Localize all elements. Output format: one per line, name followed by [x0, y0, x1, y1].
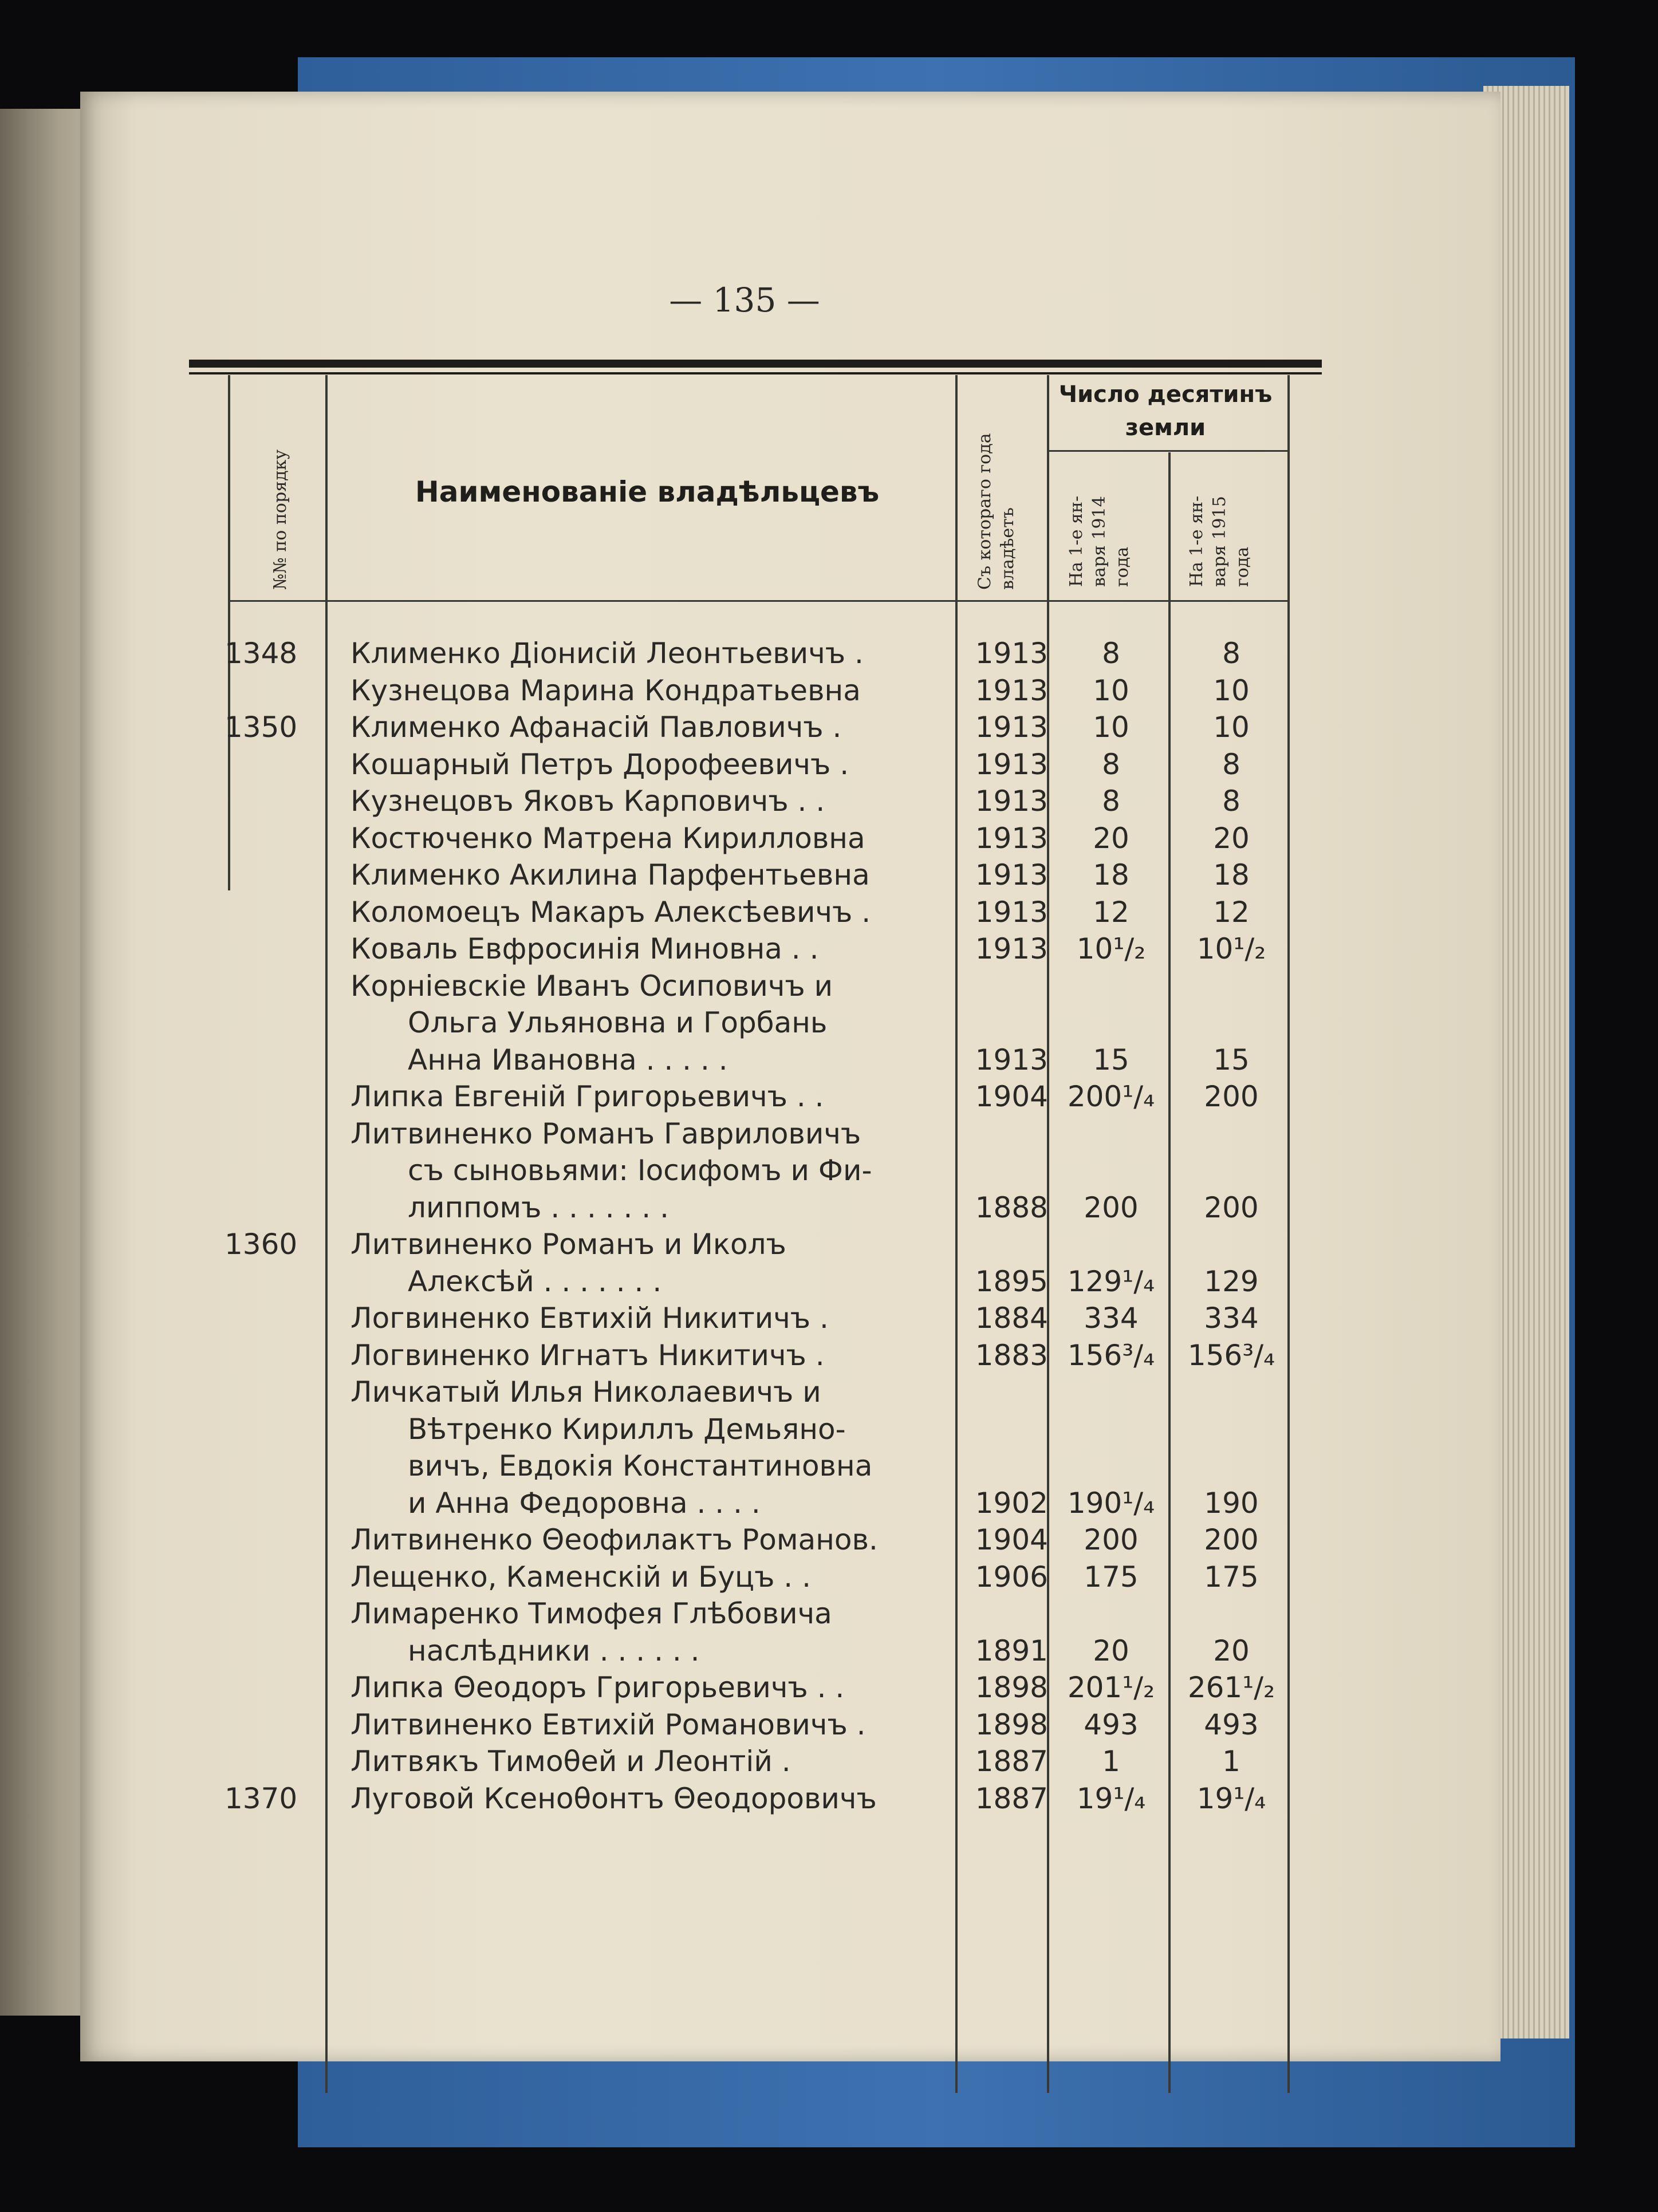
header-row-number: [269, 450, 292, 590]
header-1914-line3: года: [1112, 546, 1132, 587]
land-1915: 334: [1204, 1302, 1259, 1335]
land-1914: 200¹/₄: [1067, 1080, 1155, 1113]
land-1914: 129¹/₄: [1067, 1264, 1155, 1298]
owner-name: Клименко Афанасій Павловичъ .: [350, 711, 842, 744]
land-1914: 1: [1102, 1745, 1120, 1778]
row-number: 1350: [225, 711, 298, 744]
header-1915-line3: года: [1232, 546, 1253, 587]
header-year-line1: Съ котораго года: [975, 433, 995, 590]
owner-name: Лещенко, Каменскій и Буцъ . .: [350, 1560, 811, 1594]
row-number: 1348: [225, 637, 298, 670]
year-owned: 1906: [975, 1560, 1048, 1594]
land-1914: 20: [1093, 821, 1129, 855]
year-owned: 1898: [975, 1671, 1048, 1704]
land-1914: 200: [1084, 1190, 1139, 1224]
col-divider-1: [228, 375, 230, 890]
land-1915: 200: [1204, 1523, 1259, 1556]
year-owned: 1884: [975, 1302, 1048, 1335]
owner-name: Лимаренко Тимофея Глѣбовича: [350, 1597, 832, 1630]
owner-name: Кошарный Петръ Дорофеевичъ .: [350, 747, 849, 781]
land-1915: 175: [1204, 1560, 1259, 1594]
header-1914-line2: варя 1914: [1089, 496, 1109, 587]
header-1915-line1: На 1-е ян-: [1187, 495, 1207, 587]
land-1915: 200: [1204, 1190, 1259, 1224]
land-1915: 190: [1204, 1486, 1259, 1520]
header-owner-name: Наименованіе владѣльцевъ: [415, 475, 880, 508]
top-rule: [189, 360, 1322, 368]
owner-name: Кузнецовъ Яковъ Карповичъ . .: [350, 784, 825, 818]
land-1915: 10: [1213, 673, 1250, 707]
owner-name: Ольга Ульяновна и Горбань: [408, 1006, 828, 1039]
land-1914: 10¹/₂: [1076, 932, 1146, 965]
year-owned: 1913: [975, 637, 1048, 670]
header-row-number-text: №№ по порядку: [270, 450, 290, 590]
year-owned: 1904: [975, 1080, 1048, 1113]
year-owned: 1887: [975, 1781, 1048, 1815]
col-divider-5: [1168, 452, 1171, 2093]
year-owned: 1913: [975, 821, 1048, 855]
header-1915: [1186, 496, 1254, 587]
land-1915: 8: [1222, 747, 1240, 781]
land-1914: 19¹/₄: [1076, 1781, 1146, 1815]
owner-name: Логвиненко Евтихій Никитичъ .: [350, 1302, 829, 1335]
land-1914: 10: [1093, 711, 1129, 744]
land-1914: 190¹/₄: [1067, 1486, 1155, 1520]
top-rule-thin: [189, 372, 1322, 374]
land-1915: 156³/₄: [1187, 1338, 1275, 1372]
year-owned: 1895: [975, 1264, 1048, 1298]
owner-name: и Анна Федоровна . . . .: [408, 1486, 761, 1520]
land-1914: 15: [1093, 1043, 1129, 1077]
land-1915: 8: [1222, 784, 1240, 818]
land-1914: 12: [1093, 895, 1129, 929]
col-divider-3: [955, 375, 958, 2093]
land-1914: 156³/₄: [1067, 1338, 1155, 1372]
owner-name: липпомъ . . . . . . .: [408, 1190, 669, 1224]
year-owned: 1913: [975, 858, 1048, 892]
owner-name: Коломоецъ Макаръ Алексѣевичъ .: [350, 895, 871, 929]
land-1914: 8: [1102, 747, 1120, 781]
land-1914: 493: [1084, 1708, 1139, 1741]
year-owned: 1913: [975, 895, 1048, 929]
owner-name: Логвиненко Игнатъ Никитичъ .: [350, 1338, 825, 1372]
row-number: 1370: [225, 1781, 298, 1815]
land-subheader-line: [1047, 450, 1289, 452]
owner-name: Луговой Ксеноθонтъ Θеодоровичъ: [350, 1781, 877, 1815]
land-1915: 19¹/₄: [1196, 1781, 1266, 1815]
owner-name: Личкатый Илья Николаевичъ и: [350, 1375, 821, 1409]
owner-name: Литвиненко Романъ и Иколъ: [350, 1228, 786, 1261]
header-bottom-line: [229, 600, 1289, 602]
land-1914: 18: [1093, 858, 1129, 892]
land-1915: 493: [1204, 1708, 1259, 1741]
land-1914: 201¹/₂: [1067, 1671, 1155, 1704]
header-1915-line2: варя 1915: [1210, 496, 1230, 587]
year-owned: 1913: [975, 1043, 1048, 1077]
owner-name: Вѣтренко Кириллъ Демьяно-: [408, 1412, 846, 1446]
year-owned: 1891: [975, 1634, 1048, 1667]
year-owned: 1887: [975, 1745, 1048, 1778]
header-year: [974, 433, 1019, 590]
land-1915: 129: [1204, 1264, 1259, 1298]
land-1914: 20: [1093, 1634, 1129, 1667]
land-1915: 20: [1213, 1634, 1250, 1667]
year-owned: 1888: [975, 1190, 1048, 1224]
owner-name: Коваль Евфросинія Миновна . .: [350, 932, 819, 965]
owner-name: съ сыновьями: Іосифомъ и Фи-: [408, 1154, 872, 1187]
year-owned: 1904: [975, 1523, 1048, 1556]
owner-name: Литвиненко Θеофилактъ Романов.: [350, 1523, 878, 1556]
header-year-line2: владѣетъ: [998, 507, 1018, 590]
owner-name: Кузнецова Марина Кондратьевна: [350, 673, 861, 707]
year-owned: 1913: [975, 747, 1048, 781]
owner-name: Литвиненко Евтихій Романовичъ .: [350, 1708, 866, 1741]
year-owned: 1913: [975, 932, 1048, 965]
land-1914: 175: [1084, 1560, 1139, 1594]
land-1915: 12: [1213, 895, 1250, 929]
land-1915: 15: [1213, 1043, 1250, 1077]
owner-name: Липка Θеодоръ Григорьевичъ . .: [350, 1671, 845, 1704]
owner-name: вичъ, Евдокія Константиновна: [408, 1449, 873, 1482]
land-1915: 200: [1204, 1080, 1259, 1113]
owner-name: Клименко Діонисій Леонтьевичъ .: [350, 637, 864, 670]
owner-name: Алексѣй . . . . . . .: [408, 1264, 662, 1298]
year-owned: 1913: [975, 673, 1048, 707]
land-1915: 8: [1222, 637, 1240, 670]
land-1915: 261¹/₂: [1187, 1671, 1275, 1704]
land-1914: 10: [1093, 673, 1129, 707]
page-number: — 135 —: [669, 281, 820, 320]
land-1915: 18: [1213, 858, 1250, 892]
land-1915: 10¹/₂: [1196, 932, 1266, 965]
land-1914: 8: [1102, 784, 1120, 818]
land-1914: 334: [1084, 1302, 1139, 1335]
header-1914-line1: На 1-е ян-: [1066, 495, 1086, 587]
owner-name: Литвякъ Тимоθей и Леонтій .: [350, 1745, 791, 1778]
col-divider-6: [1287, 375, 1290, 2093]
year-owned: 1913: [975, 711, 1048, 744]
owner-name: Костюченко Матрена Кирилловна: [350, 821, 865, 855]
land-1915: 10: [1213, 711, 1250, 744]
row-number: 1360: [225, 1228, 298, 1261]
land-1915: 20: [1213, 821, 1250, 855]
year-owned: 1898: [975, 1708, 1048, 1741]
land-1915: 1: [1222, 1745, 1240, 1778]
land-1914: 200: [1084, 1523, 1139, 1556]
header-land-count: Число десятинъ земли: [1058, 381, 1273, 441]
owner-name: Корнiевскіе Иванъ Осиповичъ и: [350, 969, 833, 1003]
owner-name: наслѣдники . . . . . .: [408, 1634, 700, 1667]
owner-name: Анна Ивановна . . . . .: [408, 1043, 728, 1077]
header-1914: [1065, 496, 1134, 587]
year-owned: 1913: [975, 784, 1048, 818]
year-owned: 1902: [975, 1486, 1048, 1520]
owner-name: Литвиненко Романъ Гавриловичъ: [350, 1117, 861, 1150]
owner-name: Клименко Акилина Парфентьевна: [350, 858, 870, 892]
year-owned: 1883: [975, 1338, 1048, 1372]
owner-name: Липка Евгеній Григорьевичъ . .: [350, 1080, 824, 1113]
col-divider-4: [1047, 375, 1049, 2093]
land-1914: 8: [1102, 637, 1120, 670]
